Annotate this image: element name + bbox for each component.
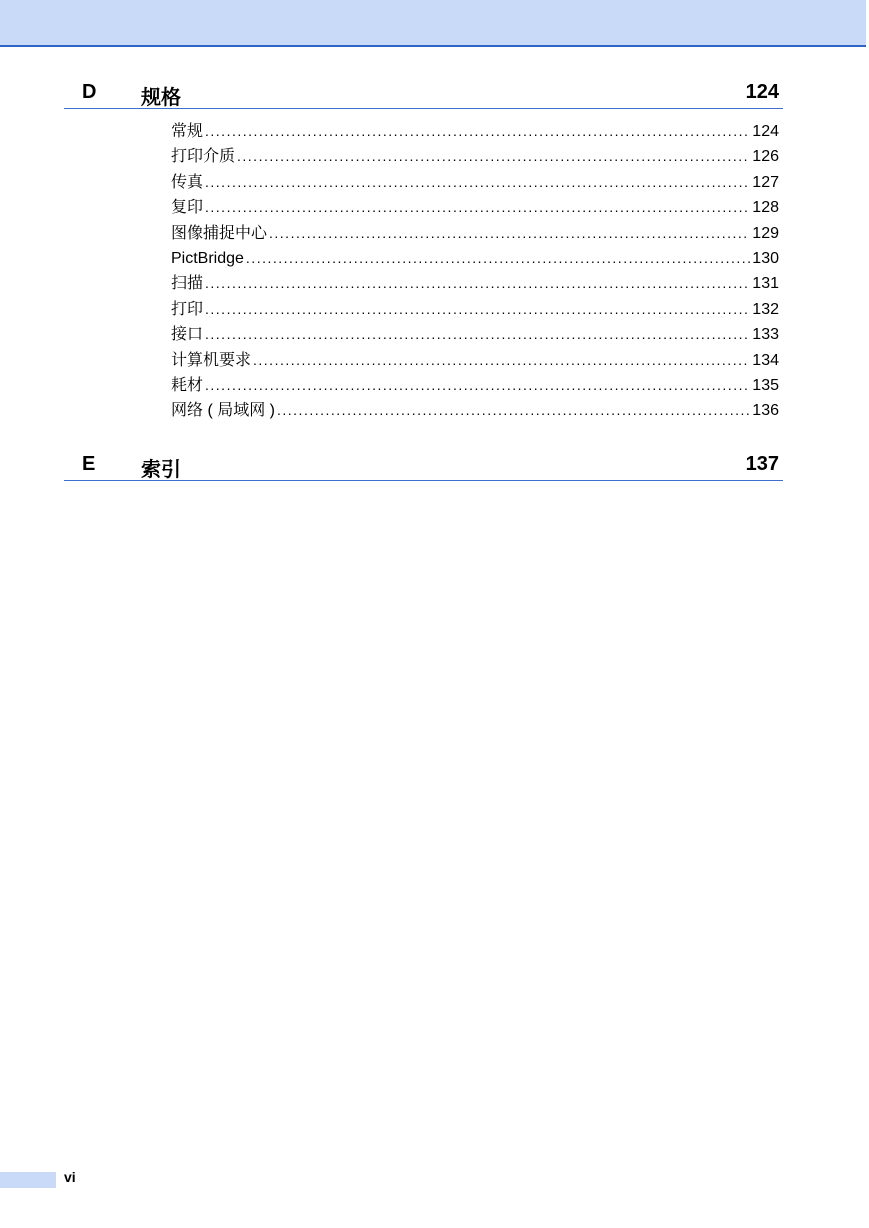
toc-entry[interactable]	[171, 246, 779, 271]
dot-leader	[205, 373, 750, 398]
toc-entry[interactable]	[171, 271, 779, 296]
toc-entry-title: 耗材	[171, 376, 204, 394]
footer-tab	[0, 1172, 56, 1188]
toc-entry-page: 136	[752, 402, 779, 420]
dot-leader	[277, 398, 750, 423]
dot-leader	[205, 297, 750, 322]
toc-entry-page: 128	[752, 199, 779, 217]
toc-entry[interactable]	[171, 170, 779, 195]
toc-section-e	[64, 450, 783, 481]
section-header	[64, 78, 783, 109]
toc-entry[interactable]	[171, 348, 779, 373]
dot-leader	[237, 144, 750, 169]
toc-entry-title: 网络 ( 局域网 )	[171, 402, 275, 420]
section-page-number[interactable]: 124	[745, 81, 779, 103]
dot-leader	[253, 348, 750, 373]
footer-page-number: vi	[64, 1169, 76, 1185]
toc-entry-page: 133	[752, 326, 779, 344]
toc-entry-page: 134	[752, 351, 779, 369]
dot-leader	[205, 195, 750, 220]
toc-entry-page: 130	[752, 249, 779, 267]
toc-entry-page: 135	[752, 376, 779, 394]
section-letter: E	[82, 453, 96, 475]
section-title[interactable]: 规格	[141, 87, 181, 109]
toc-entry[interactable]	[171, 195, 779, 220]
dot-leader	[205, 170, 750, 195]
toc-entry[interactable]	[171, 119, 779, 144]
dot-leader	[205, 322, 750, 347]
section-page-number[interactable]: 137	[745, 453, 779, 475]
toc-entry-title: 图像捕捉中心	[171, 224, 268, 242]
toc-entry-title: 接口	[171, 326, 204, 344]
toc-entry[interactable]	[171, 373, 779, 398]
toc-entry[interactable]	[171, 221, 779, 246]
header-band	[0, 0, 866, 47]
toc-entry[interactable]	[171, 144, 779, 169]
toc-entry[interactable]	[171, 297, 779, 322]
section-title[interactable]: 索引	[141, 459, 181, 481]
toc-entry[interactable]	[171, 398, 779, 423]
toc-entry-page: 132	[752, 300, 779, 318]
toc-entry-page: 127	[752, 173, 779, 191]
toc-entry-title: 传真	[171, 173, 204, 191]
toc-entry[interactable]	[171, 322, 779, 347]
toc-entry-title: 打印	[171, 300, 204, 318]
dot-leader	[269, 221, 750, 246]
dot-leader	[205, 119, 750, 144]
dot-leader	[246, 246, 750, 271]
toc-entry-list	[171, 119, 779, 424]
toc-entry-page: 129	[752, 224, 779, 242]
toc-entry-title: 扫描	[171, 275, 204, 293]
toc-section-d	[64, 78, 783, 109]
toc-entry-title: 计算机要求	[171, 351, 252, 369]
toc-entry-page: 131	[752, 275, 779, 293]
toc-entry-title: PictBridge	[171, 249, 244, 267]
toc-entry-page: 124	[752, 123, 779, 140]
toc-entry-title: 打印介质	[171, 148, 236, 166]
section-header	[64, 450, 783, 481]
toc-entry-title: 常规	[171, 123, 204, 140]
toc-entry-page: 126	[752, 148, 779, 166]
dot-leader	[205, 271, 750, 296]
toc-entry-title: 复印	[171, 199, 204, 217]
section-letter: D	[82, 81, 97, 103]
